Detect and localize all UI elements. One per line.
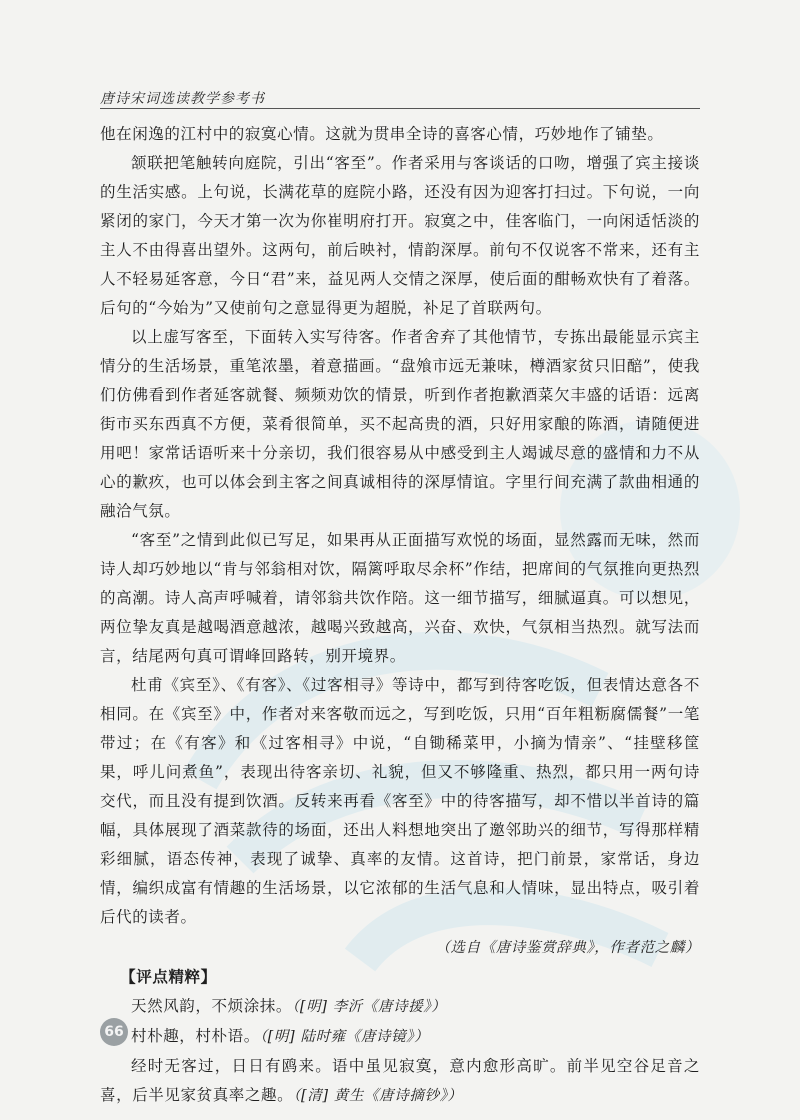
running-header: 唐诗宋词选读教学参考书 [100,91,265,107]
paragraph: 他在闲逸的江村中的寂寞心情。这就为贯串全诗的喜客心情，巧妙地作了铺垫。 [100,125,664,143]
paragraph: 以上虚写客至，下面转入实写待客。作者舍弃了其他情节，专拣出最能显示宾主情分的生活场景，重笔浓墨，着意描画。“盘飧市远无兼味，樽酒家贫只旧醅”，使我们仿佛看到作者延客就餐、频频劝饮的情景，听到作者抱歉酒菜欠丰盛的话语：远离街市买东西真不方便，菜肴很简单，买不起高贵的酒，只好用家酿的陈酒，请随便进用吧！家常话语听来十分亲切，我们很容易从中感受到主人竭诚尽意的盛情和力不从心的歉疚，也可以体会到主客之间真诚相待的深厚情谊。字里行间充满了款曲相通的融洽气氛。 [100,328,700,520]
commentary-text: 天然风韵，不烦涂抹。 [131,997,293,1015]
section-heading: 【评点精粹】 [120,968,217,986]
source-citation: （选自《唐诗鉴赏辞典》，作者范之麟） [435,940,700,956]
commentary-item [100,1052,700,1111]
commentary-source: （[明] 李沂《唐诗援》） [292,999,447,1015]
main-text [100,120,700,1111]
paragraph: 杜甫《宾至》、《有客》、《过客相寻》等诗中，都写到待客吃饭，但表情达意各不相同。在《宾至》中，作者对来客敬而远之，写到吃饭，只用“百年粗粝腐儒餐”一笔带过；在《有客》和《过客相寻》中说，“自锄稀菜甲，小摘为情亲”、“挂壁移筐果，呼儿问煮鱼”，表现出待客亲切、礼貌，但又不够隆重、热烈，都只用一两句诗交代，而且没有提到饮酒。反转来再看《客至》中的待客描写，却不惜以半首诗的篇幅，具体展现了酒菜款待的场面，还出人料想地突出了邀邻助兴的细节，写得那样精彩细腻，语态传神，表现了诚挚、真率的友情。这首诗，把门前景，家常话，身边情，编织成富有情趣的生活场景，以它浓郁的生活气息和人情味，显出特点，吸引着后代的读者。 [100,676,700,926]
commentary-item [100,1022,700,1052]
commentary-source: （[明] 陆时雍《唐诗镜》） [259,1029,430,1045]
paragraph: “客至”之情到此似已写足，如果再从正面描写欢悦的场面，显然露而无味，然而诗人却巧妙地以“肯与邻翁相对饮，隔篱呼取尽余杯”作结，把席间的气氛推向更热烈的高潮。诗人高声呼喊着，请邻翁共饮作陪。这一细节描写，细腻逼真。可以想见，两位挚友真是越喝酒意越浓，越喝兴致越高，兴奋、欢快，气氛相当热烈。就写法而言，结尾两句真可谓峰回路转，别开境界。 [100,531,700,665]
commentary-text: 村朴趣，村朴语。 [131,1027,260,1045]
commentary-text: 经时无客过，日日有鸥来。语中虽见寂寞，意内愈形高旷。前半见空谷足音之喜，后半见家贫真率之趣。 [100,1057,700,1104]
paragraph: 颔联把笔触转向庭院，引出“客至”。作者采用与客谈话的口吻，增强了宾主接谈的生活实感。上句说，长满花草的庭院小路，还没有因为迎客打扫过。下句说，一向紧闭的家门，今天才第一次为你崔明府打开。寂寞之中，佳客临门，一向闲适恬淡的主人不由得喜出望外。这两句，前后映衬，情韵深厚。前句不仅说客不常来，还有主人不轻易延客意，今日“君”来，益见两人交情之深厚，使后面的酣畅欢快有了着落。后句的“今始为”又使前句之意显得更为超脱，补足了首联两句。 [100,154,700,317]
header-divider [100,108,700,109]
page-number: 66 [100,1018,128,1046]
commentary-item [100,992,700,1022]
commentary-source: （[清] 黄生《唐诗摘钞》） [293,1088,463,1104]
